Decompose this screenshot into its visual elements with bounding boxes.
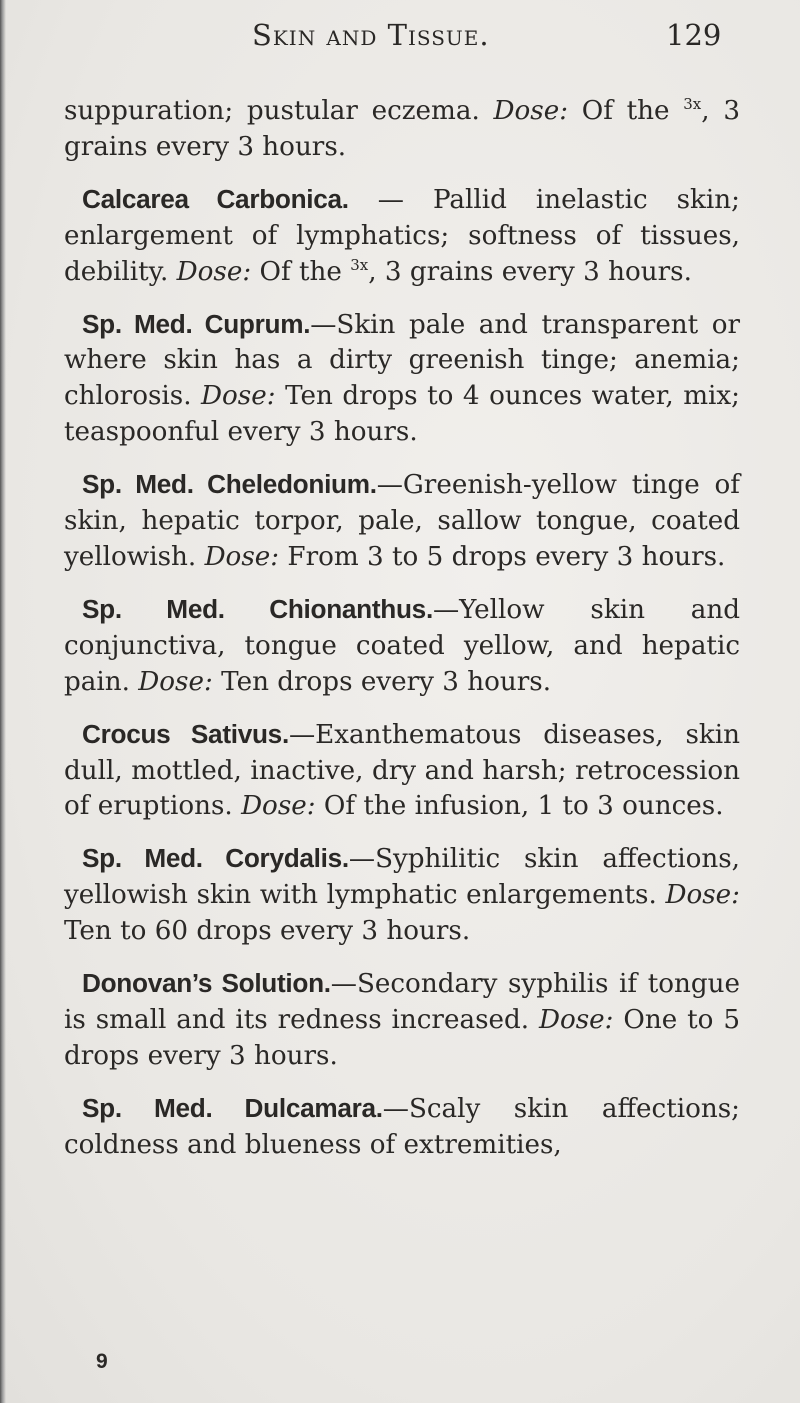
paragraph-text: , 3 grains every 3 hours. <box>64 96 740 162</box>
paragraph-text: —Syphilitic skin affections, yellowish skin with lymphatic enlargements. <box>64 844 740 911</box>
paragraph-continuation <box>64 94 740 166</box>
dose-label: Dose: <box>176 256 252 287</box>
dose-label: Dose: <box>493 96 569 126</box>
entry-heading: Sp. Med. Cuprum. <box>82 308 311 339</box>
body-text <box>64 94 740 1180</box>
signature-mark: 9 <box>96 1350 108 1373</box>
entry-heading: Calcarea Carbonica. <box>82 183 349 214</box>
entry-chionanthus <box>64 592 740 701</box>
dose-label: Dose: <box>665 880 740 911</box>
paragraph-text: Of the infusion, 1 to 3 ounces. <box>315 791 724 822</box>
paragraph-text: —Scaly skin affections; coldness and blueness of extremities, <box>64 1093 741 1160</box>
entry-donovans-solution <box>64 966 740 1075</box>
running-title: Skin and Tissue. <box>252 18 490 52</box>
entry-heading: Sp. Med. Cheledonium. <box>82 469 377 500</box>
paragraph-text: —Greenish-yellow tinge of skin, hepatic torpor, pale, sallow tongue, coated yellowish. <box>64 470 740 572</box>
paragraph-text: —Skin pale and transparent or where skin has a dirty greenish tinge; anemia; chlorosis. <box>64 309 740 412</box>
entry-heading: Crocus Sativus. <box>82 718 289 749</box>
paragraph-text: From 3 to 5 drops every 3 hours. <box>279 541 726 572</box>
page-edge-shadow <box>0 0 6 1403</box>
paragraph-text: —Yellow skin and conjunctiva, tongue coated yellow, and hepatic pain. <box>64 594 740 697</box>
entry-heading: Sp. Med. Dulcamara. <box>82 1092 383 1123</box>
entry-heading: Sp. Med. Chionanthus. <box>82 593 433 624</box>
potency-superscript: 3x <box>350 255 369 274</box>
paragraph-text: Of the <box>568 96 684 126</box>
dose-label: Dose: <box>241 791 316 822</box>
paragraph-text: —Exanthematous diseases, skin dull, mottled, inactive, dry and harsh; retrocession of eruptions. <box>64 719 740 822</box>
entry-dulcamara <box>64 1091 740 1164</box>
dose-label: Dose: <box>201 381 276 412</box>
running-head <box>0 18 800 58</box>
dose-label: Dose: <box>538 1004 614 1035</box>
dose-label: Dose: <box>204 541 280 572</box>
entry-heading: Donovan’s Solution. <box>82 968 331 999</box>
paragraph-text: —Secondary syphilis if tongue is small and its redness increased. <box>64 969 740 1035</box>
paragraph-text: — Pallid inelastic skin; enlargement of lymphatics; softness of tissues, debility. <box>64 184 740 287</box>
page-number: 129 <box>666 18 722 52</box>
entry-calcarea-carbonica <box>64 182 740 291</box>
entry-cuprum <box>64 307 740 452</box>
paragraph-text: Ten to 60 drops every 3 hours. <box>64 916 471 947</box>
paragraph-text: , 3 grains every 3 hours. <box>368 256 692 287</box>
dose-label: Dose: <box>138 666 213 697</box>
entry-corydalis <box>64 841 740 950</box>
entry-cheledonium <box>64 467 740 576</box>
paragraph-text: Ten drops to 4 ounces water, mix; teaspoonful every 3 hours. <box>64 381 740 448</box>
paragraph-text: Ten drops every 3 hours. <box>212 666 552 697</box>
paragraph-text: One to 5 drops every 3 hours. <box>64 1004 740 1071</box>
entry-heading: Sp. Med. Corydalis. <box>82 843 349 874</box>
potency-superscript: 3x <box>683 95 702 113</box>
entry-crocus-sativus <box>64 717 740 826</box>
paragraph-text: Of the <box>251 256 351 287</box>
paragraph-text: suppuration; pustular eczema. <box>64 96 494 126</box>
